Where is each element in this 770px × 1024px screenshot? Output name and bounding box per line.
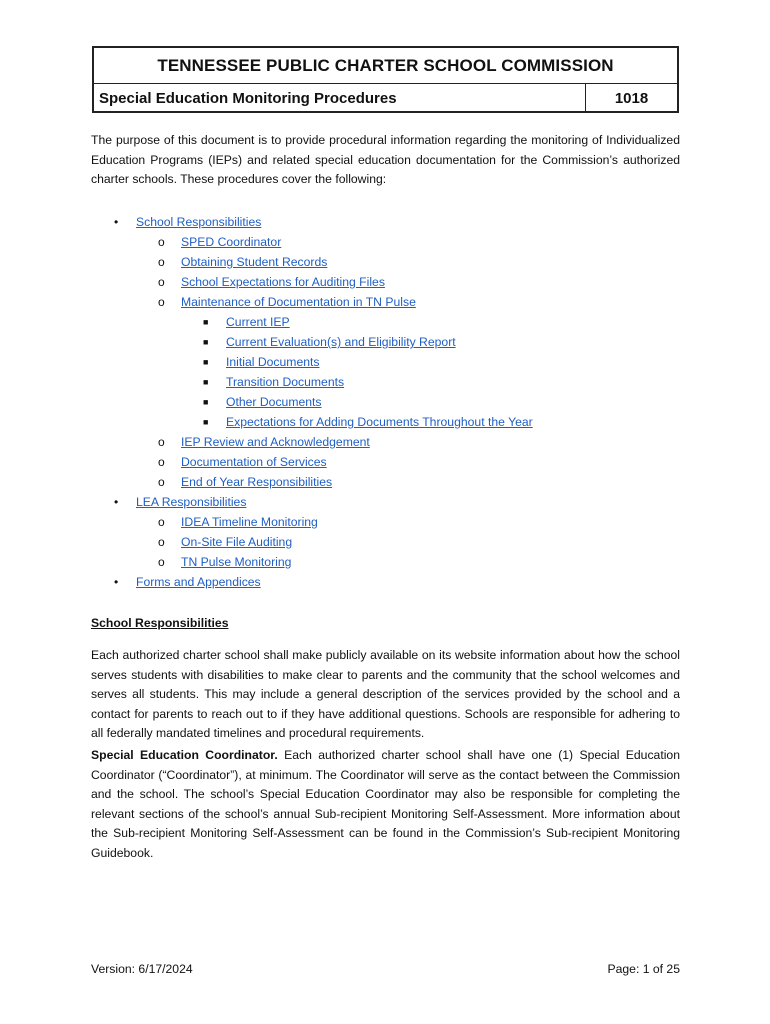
circle-bullet-icon: o xyxy=(158,255,165,269)
circle-bullet-icon: o xyxy=(158,435,165,449)
bullet-icon: • xyxy=(114,575,119,589)
square-bullet-icon: ■ xyxy=(203,357,209,367)
toc-link-tn-pulse-monitoring[interactable]: TN Pulse Monitoring xyxy=(181,555,292,569)
footer-page-number: Page: 1 of 25 xyxy=(607,962,680,976)
square-bullet-icon: ■ xyxy=(203,317,209,327)
toc-link-sped-coordinator[interactable]: SPED Coordinator xyxy=(181,235,282,249)
toc-link-school-responsibilities[interactable]: School Responsibilities xyxy=(136,215,262,229)
square-bullet-icon: ■ xyxy=(203,337,209,347)
toc-link-documentation-of-services[interactable]: Documentation of Services xyxy=(181,455,327,469)
bullet-icon: • xyxy=(114,215,119,229)
toc-link-current-evaluation[interactable]: Current Evaluation(s) and Eligibility Report xyxy=(226,335,456,349)
toc-link-forms-appendices[interactable]: Forms and Appendices xyxy=(136,575,261,589)
toc-link-end-of-year[interactable]: End of Year Responsibilities xyxy=(181,475,333,489)
document-subtitle: Special Education Monitoring Procedures xyxy=(94,84,586,113)
intro-paragraph: The purpose of this document is to provide procedural information regarding the monitoring of Individualized Education Programs (IEPs) and related special education documentation for the Commission’s authorized charter schools. These procedures cover the following: xyxy=(91,133,680,186)
coordinator-paragraph xyxy=(91,746,680,863)
toc-link-obtaining-student-records[interactable]: Obtaining Student Records xyxy=(181,255,328,269)
circle-bullet-icon: o xyxy=(158,295,165,309)
toc-link-transition-documents[interactable]: Transition Documents xyxy=(226,375,345,389)
section-heading: School Responsibilities xyxy=(91,616,229,630)
header-row xyxy=(94,84,677,113)
footer-version: Version: 6/17/2024 xyxy=(91,962,193,976)
square-bullet-icon: ■ xyxy=(203,377,209,387)
circle-bullet-icon: o xyxy=(158,475,165,489)
toc-link-on-site-file-auditing[interactable]: On-Site File Auditing xyxy=(181,535,293,549)
square-bullet-icon: ■ xyxy=(203,417,209,427)
toc-link-initial-documents[interactable]: Initial Documents xyxy=(226,355,320,369)
circle-bullet-icon: o xyxy=(158,275,165,289)
toc-link-school-expectations[interactable]: School Expectations for Auditing Files xyxy=(181,275,385,289)
toc-link-other-documents[interactable]: Other Documents xyxy=(226,395,322,409)
toc-link-lea-responsibilities[interactable]: LEA Responsibilities xyxy=(136,495,247,509)
toc-link-expectations-adding-documents[interactable]: Expectations for Adding Documents Throughout the Year xyxy=(226,415,533,429)
circle-bullet-icon: o xyxy=(158,535,165,549)
toc-link-maintenance-tn-pulse[interactable]: Maintenance of Documentation in TN Pulse xyxy=(181,295,416,309)
coordinator-text: Each authorized charter school shall have one (1) Special Education Coordinator (“Coordinator”), at minimum. The Coordinator will serve as the contact between the Commission and the school. The school’s Special Education Coordinator may also be responsible for completing the relevant sections of the school’s annual Sub-recipient Monitoring Self-Assessment. More information about the Sub-recipient Monitoring Self-Assessment can be found in the Commission’s Sub-recipient Monitoring Guidebook. xyxy=(91,748,680,860)
coordinator-lead: Special Education Coordinator. xyxy=(91,748,278,762)
policy-number: 1018 xyxy=(614,90,649,107)
toc-link-idea-timeline[interactable]: IDEA Timeline Monitoring xyxy=(181,515,318,529)
circle-bullet-icon: o xyxy=(158,235,165,249)
circle-bullet-icon: o xyxy=(158,455,165,469)
document-header-box xyxy=(92,46,679,113)
circle-bullet-icon: o xyxy=(158,555,165,569)
school-responsibilities-paragraph: Each authorized charter school shall make publicly available on its website information about how the school serves students with disabilities to make clear to parents and the community that the school welcomes and serves all students. This may include a general description of the services provided by the school and a contact for parents to reach out to if they have additional questions. Schools are responsible for adhering to all federally mandated timelines and procedural requirements. xyxy=(91,648,680,740)
circle-bullet-icon: o xyxy=(158,515,165,529)
toc-link-current-iep[interactable]: Current IEP xyxy=(226,315,290,329)
bullet-icon: • xyxy=(114,495,119,509)
square-bullet-icon: ■ xyxy=(203,397,209,407)
commission-title: TENNESSEE PUBLIC CHARTER SCHOOL COMMISSION xyxy=(94,48,677,84)
toc-link-iep-review[interactable]: IEP Review and Acknowledgement xyxy=(181,435,370,449)
